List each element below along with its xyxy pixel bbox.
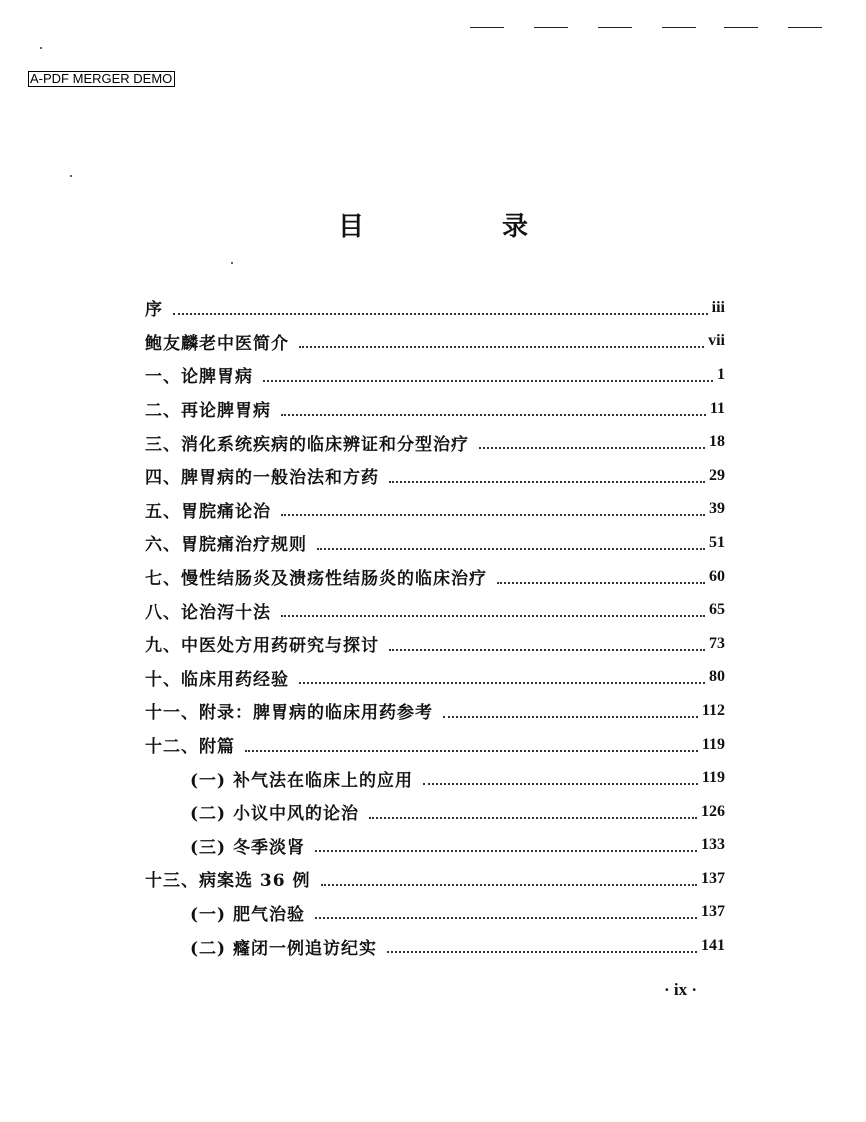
toc-entry[interactable] — [145, 459, 725, 493]
toc-entry-label: 十二、附篇 — [145, 737, 235, 758]
dot-leader — [497, 582, 705, 584]
toc-entry-page: 60 — [709, 567, 725, 585]
toc-entry[interactable] — [145, 627, 725, 661]
toc-entry-page: 1 — [717, 365, 725, 383]
toc-entry-page: 119 — [701, 769, 725, 787]
toc-entry[interactable] — [145, 728, 725, 762]
dot-leader — [245, 750, 698, 752]
toc-entry-page: 29 — [709, 466, 725, 484]
toc-entry[interactable] — [145, 291, 725, 325]
toc-entry-label: (一) 肥气治验 — [190, 904, 306, 925]
toc-entry-label: 序 — [145, 300, 163, 321]
dot-leader — [389, 481, 705, 483]
toc-entry-label: (二) 癃闭一例追访纪实 — [190, 938, 378, 959]
dot-leader — [423, 783, 698, 785]
scan-speck — [70, 175, 72, 177]
toc-entry[interactable] — [145, 358, 725, 392]
dot-leader — [321, 884, 698, 886]
toc-entry-page: 119 — [701, 735, 725, 753]
toc-entry-label: 六、胃脘痛治疗规则 — [145, 535, 307, 556]
toc-entry-page: iii — [711, 298, 725, 316]
toc-entry[interactable] — [145, 862, 725, 896]
toc-entry-label: 七、慢性结肠炎及溃疡性结肠炎的临床治疗 — [145, 569, 487, 590]
toc-subentry[interactable] — [145, 795, 725, 829]
dot-leader — [299, 682, 705, 684]
toc-entry-label: 十一、附录：脾胃病的临床用药参考 — [145, 703, 433, 724]
toc-entry-page: 73 — [709, 634, 725, 652]
toc-entry[interactable] — [145, 325, 725, 359]
dot-leader — [173, 313, 708, 315]
toc-entry-label: (三) 冬季淡肾 — [190, 837, 306, 858]
toc-entry[interactable] — [145, 526, 725, 560]
toc-entry-page: 39 — [709, 500, 725, 518]
toc-entry-label: 二、再论脾胃病 — [145, 401, 271, 422]
toc-entry-page: 141 — [701, 937, 725, 955]
toc-entry-page: 133 — [701, 836, 725, 854]
toc-entry-page: 126 — [701, 802, 725, 820]
dot-leader — [281, 414, 706, 416]
dot-leader — [299, 346, 704, 348]
header-rules — [470, 27, 830, 31]
toc-subentry[interactable] — [145, 896, 725, 930]
toc-entry-label: 五、胃脘痛论治 — [145, 501, 271, 522]
toc-entry-label: 鲍友麟老中医简介 — [145, 333, 289, 354]
toc-entry-label: 十、临床用药经验 — [145, 669, 289, 690]
dot-leader — [281, 615, 705, 617]
watermark-label: A-PDF MERGER DEMO — [28, 71, 175, 87]
toc-entry-label: (一) 补气法在临床上的应用 — [190, 770, 414, 791]
toc-entry-page: 18 — [709, 433, 725, 451]
toc-entry-label: (二) 小议中风的论治 — [190, 804, 360, 825]
dot-leader — [281, 514, 705, 516]
toc-entry[interactable] — [145, 593, 725, 627]
toc-title: 目 录 — [337, 212, 584, 242]
dot-leader — [443, 716, 698, 718]
toc-entry-page: 51 — [709, 533, 725, 551]
toc-entry[interactable] — [145, 661, 725, 695]
dot-leader — [315, 917, 697, 919]
dot-leader — [317, 548, 705, 550]
toc-entry-label: 三、消化系统疾病的临床辨证和分型治疗 — [145, 434, 469, 455]
toc-subentry[interactable] — [145, 829, 725, 863]
dot-leader — [369, 817, 697, 819]
toc-entry-page: 137 — [701, 903, 725, 921]
dot-leader — [479, 447, 705, 449]
page-number: · ix · — [664, 980, 698, 999]
toc-entry[interactable] — [145, 493, 725, 527]
toc-entry[interactable] — [145, 560, 725, 594]
toc-entry-label: 八、论治泻十法 — [145, 602, 271, 623]
toc-entry[interactable] — [145, 425, 725, 459]
toc-entry-label: 四、脾胃病的一般治法和方药 — [145, 468, 379, 489]
dot-leader — [389, 649, 705, 651]
table-of-contents — [145, 291, 725, 963]
toc-subentry[interactable] — [145, 929, 725, 963]
dot-leader — [263, 380, 713, 382]
toc-entry-label: 一、论脾胃病 — [145, 367, 253, 388]
toc-entry-label: 九、中医处方用药研究与探讨 — [145, 636, 379, 657]
toc-entry-page: 11 — [709, 399, 725, 417]
toc-entry-page: vii — [708, 332, 725, 350]
scan-speck — [231, 262, 233, 264]
toc-entry-page: 65 — [709, 601, 725, 619]
toc-subentry[interactable] — [145, 761, 725, 795]
toc-entry[interactable] — [145, 392, 725, 426]
scan-speck — [40, 47, 42, 49]
toc-entry[interactable] — [145, 694, 725, 728]
toc-entry-label: 十三、病案选 36 例 — [145, 871, 311, 892]
toc-entry-page: 112 — [701, 701, 725, 719]
toc-entry-page: 137 — [701, 869, 725, 887]
toc-entry-page: 80 — [709, 668, 725, 686]
dot-leader — [315, 850, 697, 852]
dot-leader — [387, 951, 697, 953]
